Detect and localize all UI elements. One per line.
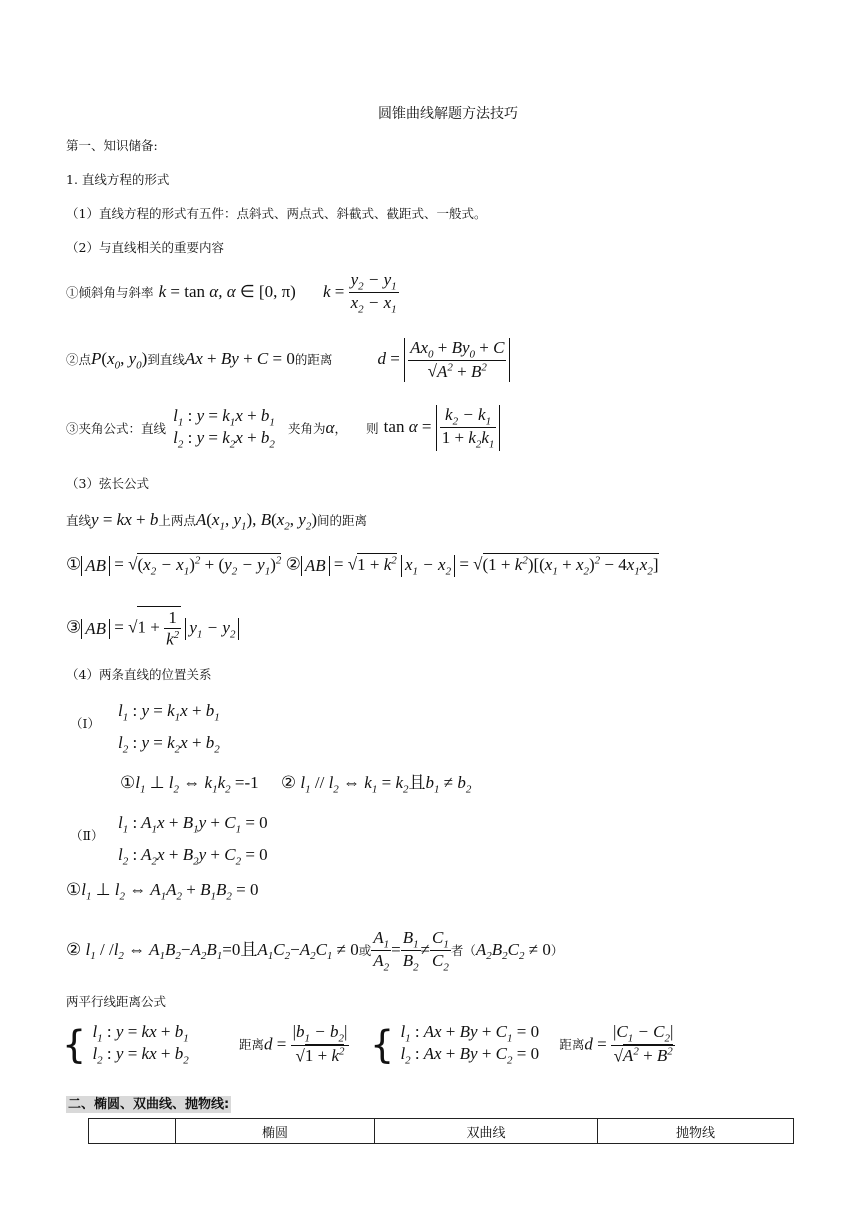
formula-angle-label: ③夹角公式：直线 <box>66 420 167 436</box>
formula-slope-expr: k = tan α, α ∈ [0, π) <box>158 281 296 301</box>
section-heading-1: 第一、知识储备: <box>66 138 158 153</box>
chord-intro-a: 直线 <box>66 513 92 528</box>
section-heading-2-text: 二、椭圆、双曲线、抛物线: <box>68 1097 230 1112</box>
chord-formula-1-2: ① AB = $√(x_2 - x_1)^2 + (y_2 - y_1)^2$ ② AB = $√1 + k^2$ $x_1 - x_2 = √(1 + k^2)[(x_1 + x_2)^2 - 4x_1x_2]$ <box>66 554 659 578</box>
parallel-formula-1: { $l_1$ : y = kx + $b_1$ $l_2$ : y = kx + $b_2$ 距离d = $\frac{|b_1 - b_2|}{√1 + k^2}$ <box>62 1022 348 1067</box>
formula-slope-label: ①倾斜角与斜率 <box>66 284 154 300</box>
table-header-empty <box>89 1119 176 1144</box>
formula-slope <box>66 270 399 316</box>
case-2-parallel: ② $l_1 / /l_2$ ⇔ $A_1B_2-A_2B_1=0$且$A_1C_2-A_2C_1 \ne 0$或 $\frac{A_1}{A_2}$ = $\frac{B_1}{B_2}$ ≠ $\frac{C_1}{C_2}$ 者$(A_2B_2C_2 \ne 0)$ <box>66 928 564 974</box>
case-1-label: （Ⅰ） <box>70 716 100 731</box>
dist-label-1: 距离 <box>238 1038 264 1053</box>
or-text: 或 <box>358 943 372 958</box>
formula-distance-label-b: 到直线 <box>147 351 185 367</box>
page-title: 圆锥曲线解题方法技巧 <box>378 106 518 122</box>
parallel-title: 两平行线距离公式 <box>66 994 167 1009</box>
table-header-parabola: 抛物线 <box>598 1119 794 1144</box>
chord-intro-c: 间的距离 <box>317 513 368 528</box>
formula-angle-mid: 夹角为 <box>288 420 326 436</box>
comparison-table <box>88 1118 794 1144</box>
close-paren: ） <box>550 943 564 958</box>
case-2-label: （Ⅱ） <box>70 828 104 843</box>
formula-distance-label-a: ②点 <box>66 351 92 367</box>
item-1-sub-2: （2）与直线相关的重要内容 <box>66 240 224 255</box>
table-header-ellipse: 椭圆 <box>176 1119 375 1144</box>
case-2-lines: $l_1$ : $A_1x + B_1y + C_1 = 0$ $l_2$ : $A_2x + B_2y + C_2 = 0$ <box>118 813 268 868</box>
item-heading-1: 1. 直线方程的形式 <box>66 172 170 187</box>
case-1-relations: $①l_1$ ⊥ $l_2$ ⇔ $k_1k_2 =-1$ ② $l_1 // l_2$ ⇔ $k_1 = k_2$且$b_1 \ne b_2$ <box>120 773 472 796</box>
section-heading-2 <box>66 1093 231 1112</box>
table-header-hyperbola: 双曲线 <box>375 1119 598 1144</box>
case-1-lines: $l_1$ : $y = k_1x + b_1$ $l_2$ : $y = k_2x + b_2$ <box>118 701 220 756</box>
chord-intro-b: 上两点 <box>158 513 196 528</box>
chord-formula-3: ③ AB = √1 + $\frac{1}{k^2}$ $y_1 - y_2$ <box>66 606 239 650</box>
item-1-sub-4: （4）两条直线的位置关系 <box>66 667 212 682</box>
formula-point-line-distance: ②点$P(x_0$, $y_0$)到直线Ax + By + C = 0的距离 d = $\frac{Ax_0 + By_0 + C}{√A^2 + B^2}$ <box>66 338 510 382</box>
item-1-sub-1: （1）直线方程的形式有五件：点斜式、两点式、斜截式、截距式、一般式。 <box>66 206 487 221</box>
formula-slope-frac: k = $\frac{y_2 - y_1}{x_2 - x_1}$ <box>322 270 397 316</box>
formula-angle-then: 则 <box>366 420 379 436</box>
table-header-row <box>89 1119 794 1144</box>
formula-distance-label-c: 的距离 <box>294 351 333 367</box>
parallel-formula-2: { $l_1$ : $Ax + By + C_1 = 0$ $l_2$ : $Ax + By + C_2 = 0$ 距离d = $\frac{|C_1 - C_2|}{√A^2 + B^2}$ <box>370 1022 674 1067</box>
chord-intro: 直线y = kx + b上两点$A(x_1$, $y_1$), $B(x_2$, $y_2$)间的距离 <box>66 510 368 533</box>
formula-angle: ③夹角公式：直线 $l_1$ : $y = k_1x + b_1$ $l_2$ : $y = k_2x + b_2$ 夹角为α， 则 tan α = $\frac{k_2 - k_1}{1 + k_2k_1}$ <box>66 405 500 451</box>
case-2-perpendicular: $①l_1$ ⊥ $l_2$ ⇔ $A_1A_2 + B_1B_2 = 0$ <box>66 880 259 903</box>
zhe-text: 者（ <box>450 943 476 958</box>
dist-label-2: 距离 <box>559 1038 585 1053</box>
item-1-sub-3: （3）弦长公式 <box>66 476 149 491</box>
